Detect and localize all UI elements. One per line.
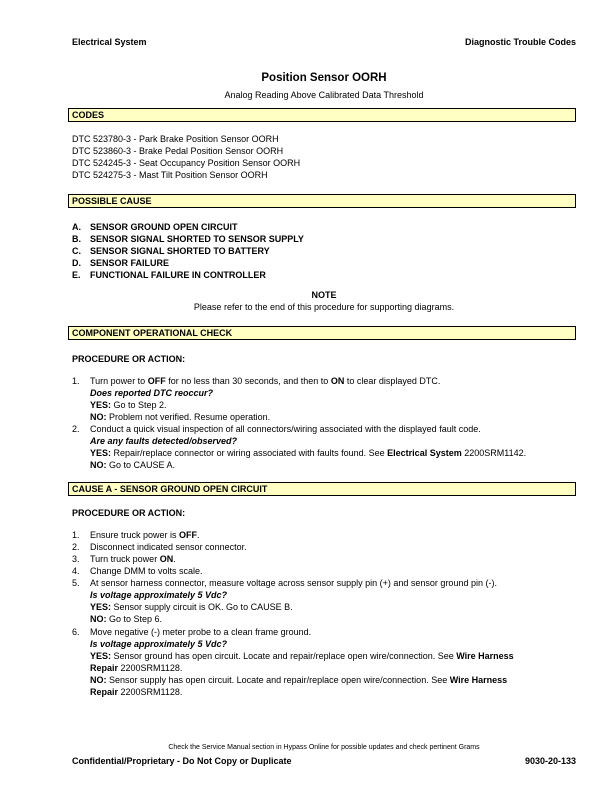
section-codes-heading: CODES [68,108,576,122]
step-text: At sensor harness connector, measure voltage across sensor supply pin (+) and sensor ground pin (-). [90,578,497,588]
cause-item: FUNCTIONAL FAILURE IN CONTROLLER [90,270,266,280]
section-component-check-heading: COMPONENT OPERATIONAL CHECK [68,326,576,340]
cause-letter: D. [72,258,81,268]
cause-item: SENSOR SIGNAL SHORTED TO SENSOR SUPPLY [90,234,304,244]
step-number: 4. [72,566,80,576]
step-no: NO: Go to Step 6. [90,614,163,624]
cause-letter: C. [72,246,81,256]
header-right: Diagnostic Trouble Codes [464,37,576,47]
step-no: NO: Problem not verified. Resume operation. [90,412,271,422]
step-question: Is voltage approximately 5 Vdc? [90,639,228,649]
code-item: DTC 523780-3 - Park Brake Position Sensor OORH [72,134,279,144]
step-yes: YES: Go to Step 2. [90,400,167,410]
section-possible-cause-heading: POSSIBLE CAUSE [68,194,576,208]
step-text: Disconnect indicated sensor connector. [90,542,247,552]
procedure-label: PROCEDURE OR ACTION: [72,508,186,518]
cause-item: SENSOR GROUND OPEN CIRCUIT [90,222,238,232]
footer-left: Confidential/Proprietary - Do Not Copy or Duplicate [72,756,292,766]
step-question: Are any faults detected/observed? [90,436,238,446]
note-text: Please refer to the end of this procedure for supporting diagrams. [193,302,455,312]
code-item: DTC 524275-3 - Mast Tilt Position Sensor OORH [72,170,268,180]
step-question: Does reported DTC reoccur? [90,388,214,398]
step-number: 5. [72,578,80,588]
note-title: NOTE [311,290,337,300]
cause-letter: E. [72,270,81,280]
step-number: 2. [72,424,80,434]
step-yes: YES: Sensor supply circuit is OK. Go to CAUSE B. [90,602,293,612]
step-yes: YES: Sensor ground has open circuit. Locate and repair/replace open wire/connection. See Wire Harness [90,651,514,661]
step-number: 1. [72,530,80,540]
step-text: Change DMM to volts scale. [90,566,203,576]
cause-item: SENSOR SIGNAL SHORTED TO BATTERY [90,246,270,256]
step-no: NO: Sensor supply has open circuit. Locate and repair/replace open wire/connection. See Wire Harness [90,675,508,685]
section-cause-a-heading: CAUSE A - SENSOR GROUND OPEN CIRCUIT [68,482,576,496]
step-text: Turn truck power ON. [90,554,176,564]
page-subtitle: Analog Reading Above Calibrated Data Threshold [224,90,424,100]
step-number: 6. [72,627,80,637]
step-text: Ensure truck power is OFF. [90,530,200,540]
step-text: Move negative (-) meter probe to a clean frame ground. [90,627,312,637]
step-no-cont: Repair 2200SRM1128. [90,687,183,697]
cause-letter: A. [72,222,81,232]
code-item: DTC 523860-3 - Brake Pedal Position Sensor OORH [72,146,284,156]
cause-letter: B. [72,234,81,244]
code-item: DTC 524245-3 - Seat Occupancy Position Sensor OORH [72,158,301,168]
step-number: 1. [72,376,80,386]
footer-note: Check the Service Manual section in Hypass Online for possible updates and check pertinent Grams [168,744,480,751]
header-left: Electrical System [72,37,147,47]
step-text: Conduct a quick visual inspection of all connectors/wiring associated with the displayed fault code. [90,424,481,434]
step-number: 2. [72,542,80,552]
procedure-label: PROCEDURE OR ACTION: [72,354,186,364]
page-title: Position Sensor OORH [261,72,387,84]
step-question: Is voltage approximately 5 Vdc? [90,590,228,600]
step-yes: YES: Repair/replace connector or wiring associated with faults found. See Electrical System 2200SRM1142. [90,448,527,458]
step-no: NO: Go to CAUSE A. [90,460,176,470]
step-yes-cont: Repair 2200SRM1128. [90,663,183,673]
step-number: 3. [72,554,80,564]
page-number: 9030-20-133 [524,756,576,766]
cause-item: SENSOR FAILURE [90,258,170,268]
step-text: Turn power to OFF for no less than 30 seconds, and then to ON to clear displayed DTC. [90,376,441,386]
